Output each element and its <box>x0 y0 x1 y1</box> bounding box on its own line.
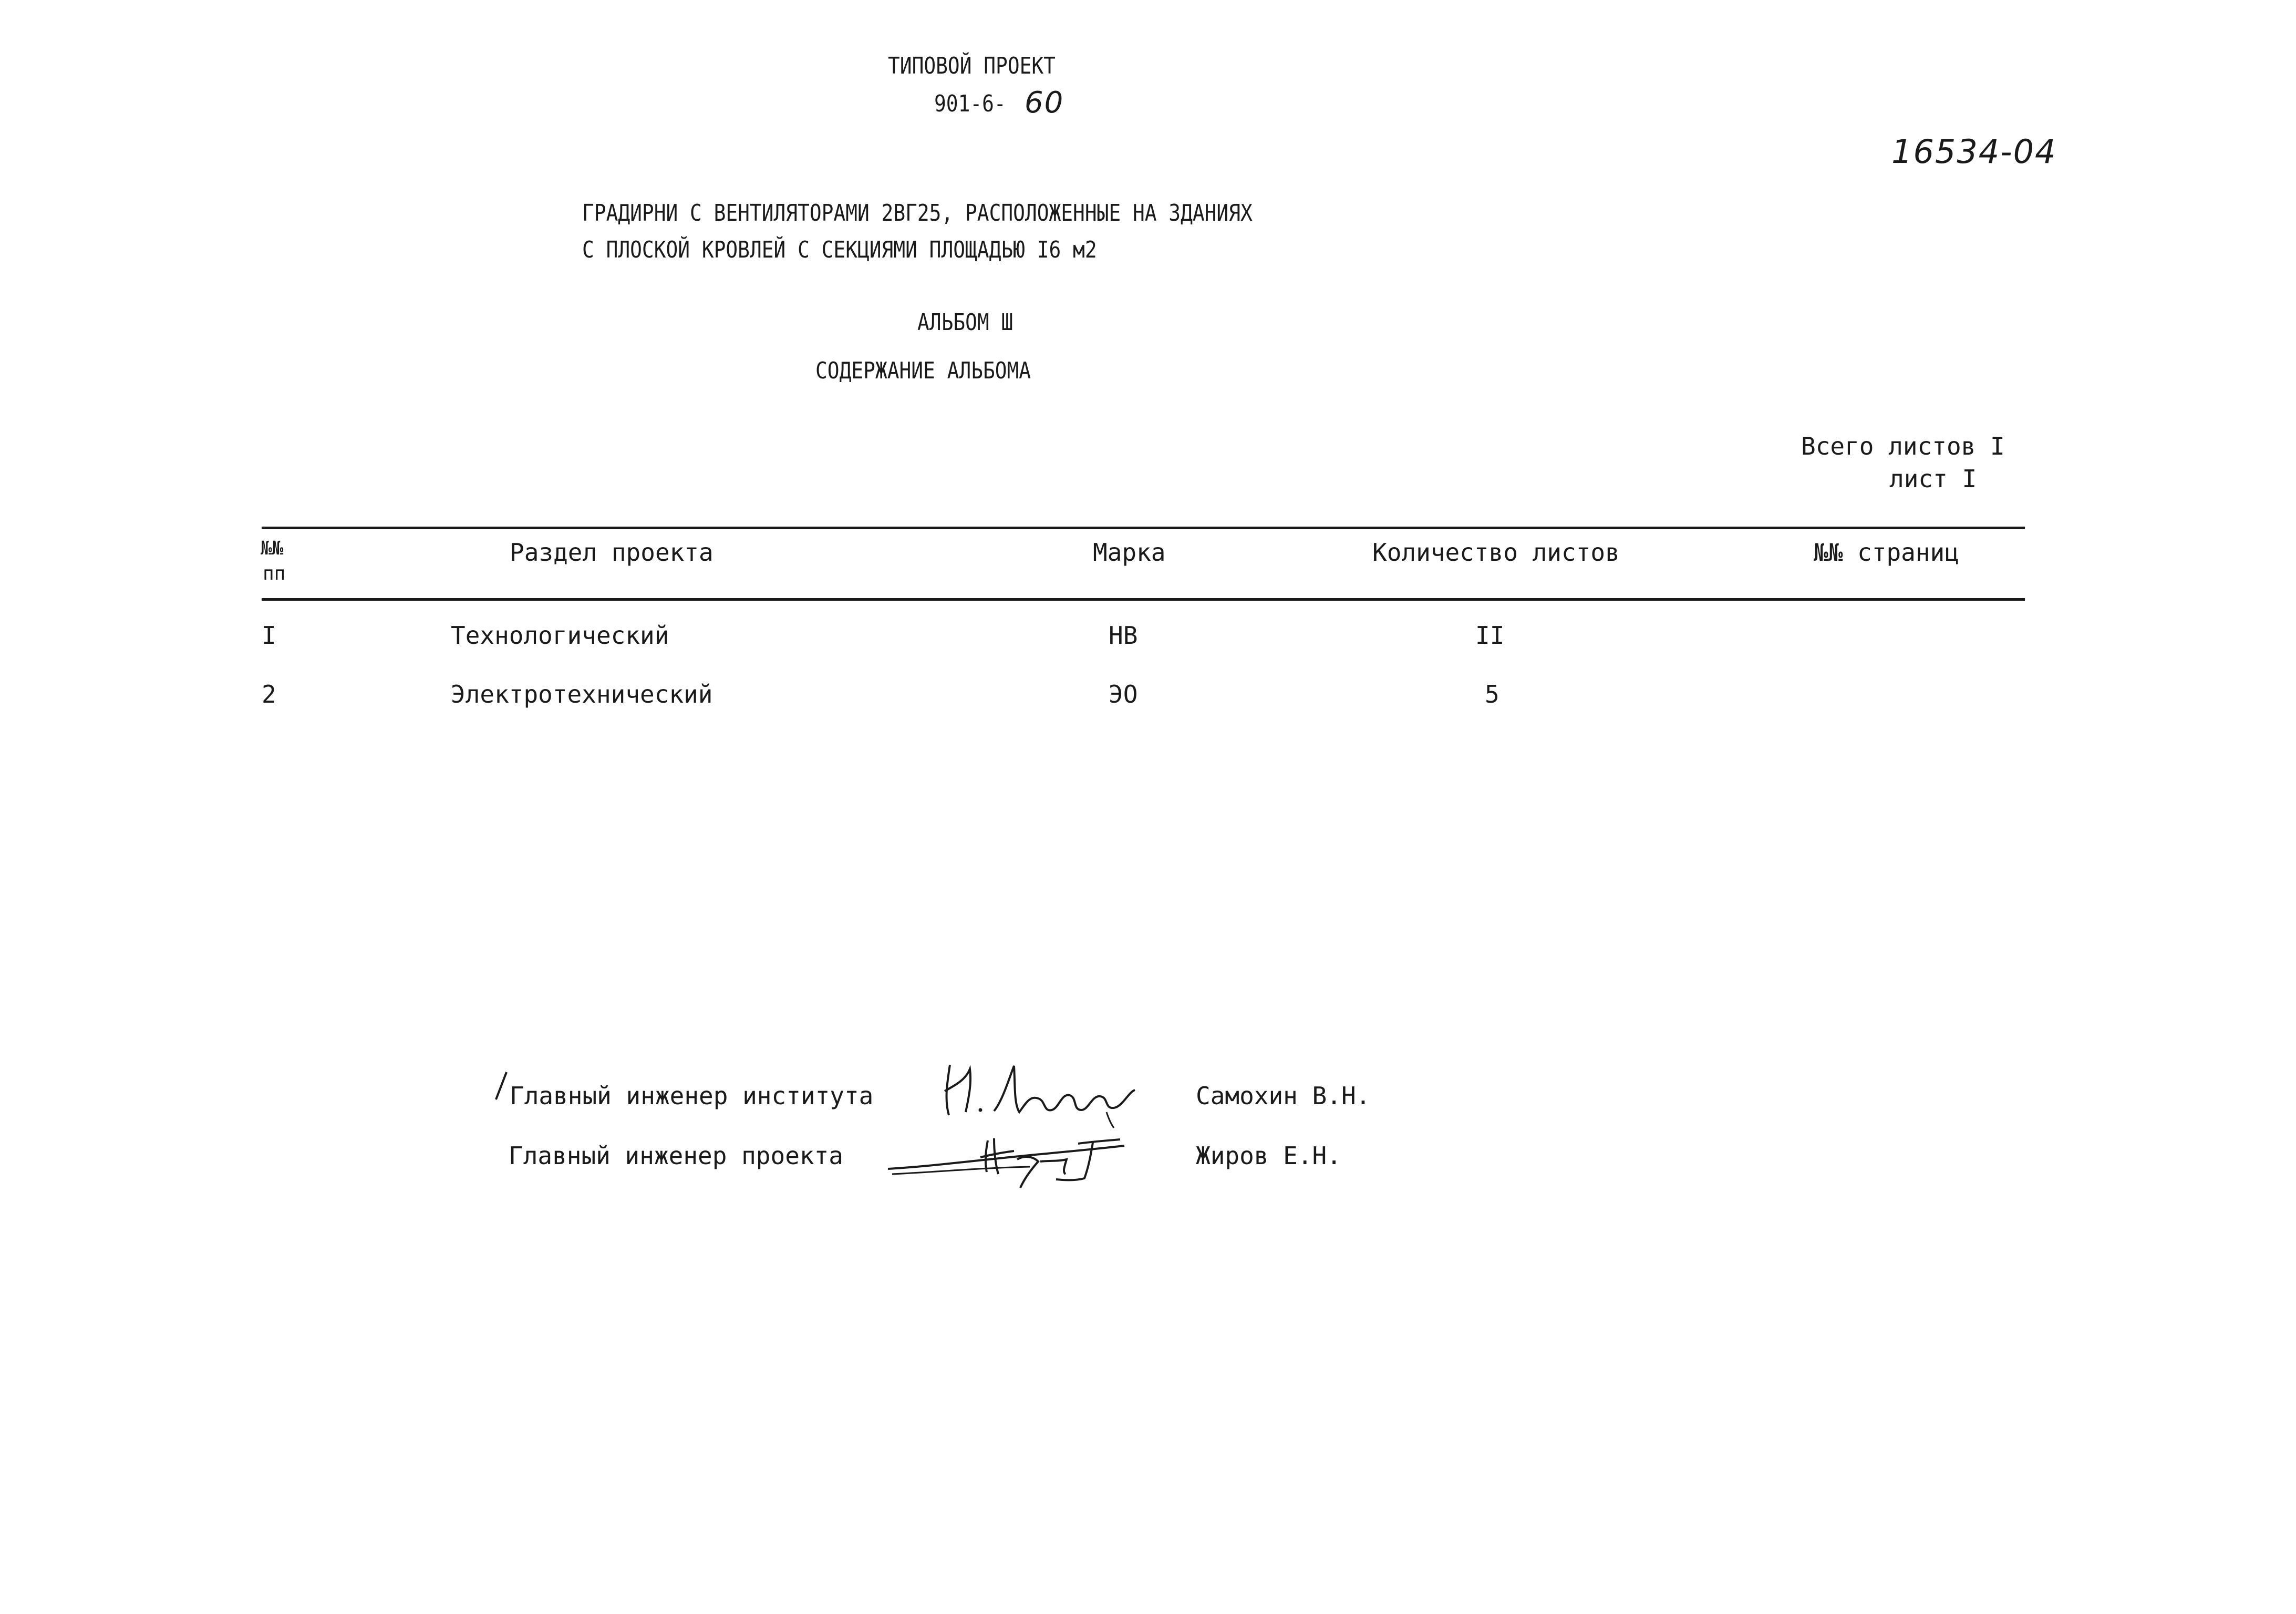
project-number: 901-6- <box>934 90 1006 117</box>
row-number: I <box>262 621 276 650</box>
table-header-rule <box>262 598 2025 601</box>
header-mark: Марка <box>1093 538 1166 567</box>
table-top-rule <box>262 527 2025 529</box>
handwritten-signature-1 <box>935 1053 1145 1132</box>
row-sheet-count: 5 <box>1485 680 1499 708</box>
title-line-1: ГРАДИРНИ С ВЕНТИЛЯТОРАМИ 2ВГ25, РАСПОЛОЖЕННЫЕ НА ЗДАНИЯХ <box>582 200 1253 227</box>
sheet-number: лист I <box>1889 465 1977 493</box>
contents-title: СОДЕРЖАНИЕ АЛЬБОМА <box>815 357 1031 384</box>
header-number-line2: пп <box>263 563 286 584</box>
tick-mark <box>494 1070 510 1102</box>
row-number: 2 <box>262 680 276 708</box>
row-mark: НВ <box>1109 621 1138 650</box>
project-type: ТИПОВОЙ ПРОЕКТ <box>888 53 1056 79</box>
signature-role: Главный инженер института <box>510 1082 874 1110</box>
header-number-line1: №№ <box>261 538 284 559</box>
project-number-handwritten: 60 <box>1025 86 1064 120</box>
handwritten-signature-2 <box>883 1130 1135 1193</box>
row-section: Электротехнический <box>451 680 713 708</box>
row-sheet-count: II <box>1475 621 1505 650</box>
signature-name: Самохин В.Н. <box>1196 1082 1371 1110</box>
signature-name: Жиров Е.Н. <box>1196 1142 1341 1170</box>
row-mark: ЭО <box>1109 680 1138 708</box>
row-section: Технологический <box>451 621 669 650</box>
header-section: Раздел проекта <box>510 538 713 567</box>
album-label: АЛЬБОМ Ш <box>917 309 1013 336</box>
total-sheets: Всего листов I <box>1801 432 2005 460</box>
archive-number: 16534-04 <box>1891 132 2057 171</box>
header-pages: №№ страниц <box>1814 538 1959 567</box>
signature-role: Главный инженер проекта <box>509 1142 843 1170</box>
title-line-2: С ПЛОСКОЙ КРОВЛЕЙ С СЕКЦИЯМИ ПЛОЩАДЬЮ I6 м2 <box>582 237 1097 263</box>
header-sheet-count: Количество листов <box>1372 538 1620 567</box>
